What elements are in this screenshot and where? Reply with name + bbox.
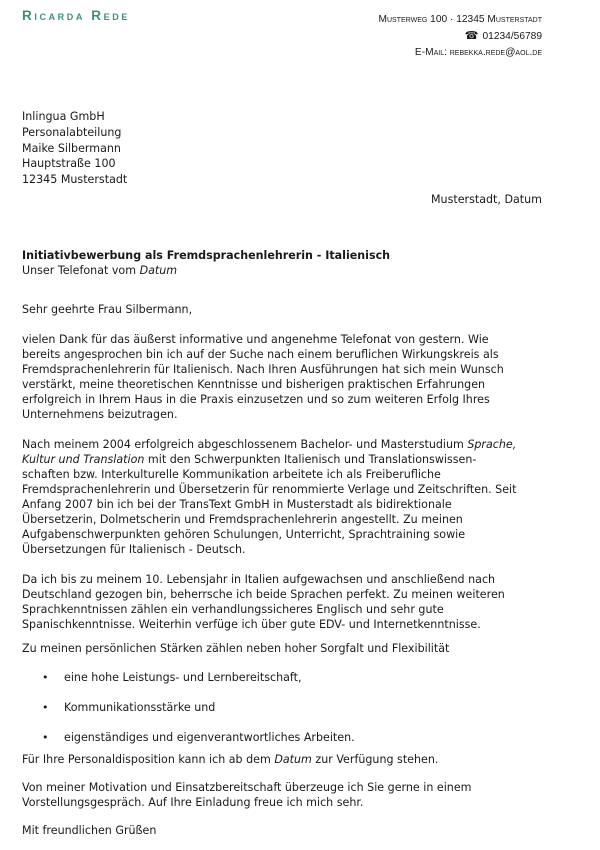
list-item: • eine hohe Leistungs- und Lernbereitschaft, [22,670,562,685]
text-line: Aufgabenschwerpunkten gehören Schulungen, Unterricht, Sprachtraining sowie [22,528,466,541]
paragraph-strengths: Zu meinen persönlichen Stärken zählen neben hoher Sorgfalt und Flexibilität [22,642,450,655]
recipient-line: 12345 Musterstadt [22,173,128,187]
paragraph-availability [22,752,562,767]
sender-address: Musterweg 100 · 12345 Musterstadt [378,14,542,25]
paragraph-motivation [22,780,562,810]
subject-reference-prefix: Unser Telefonat vom [22,264,140,277]
text-line: Vorstellungsgespräch. Auf Ihre Einladung freue ich mich sehr. [22,796,364,809]
text-segment: Für Ihre Personaldisposition kann ich ab dem [22,753,275,766]
paragraph-education [22,437,562,557]
subject-title: Initiativbewerbung als Fremdsprachenlehrerin - Italienisch [22,249,391,262]
sender-phone: 01234/56789 [482,31,542,42]
text-segment: mit den Schwerpunkten Italienisch und Translationswissen- [144,453,477,466]
subject-reference-date: Datum [139,264,178,277]
recipient-line: Inlingua GmbH [22,110,105,123]
text-line: Da ich bis zu meinem 10. Lebensjahr in Italien aufgewachsen und anschließend nach [22,573,496,586]
text-segment: zur Verfügung stehen. [311,753,439,766]
text-line: schaften bzw. Interkulturelle Kommunikation arbeitete ich als Freiberufliche [22,468,441,481]
text-line [22,452,562,467]
strengths-list [22,670,562,745]
paragraph-languages [22,572,562,632]
subject-block [22,248,390,278]
subject-reference [22,263,390,278]
text-line: Übersetzungen für Italienisch - Deutsch. [22,543,246,556]
text-segment: Nach meinem 2004 erfolgreich abgeschlossenem Bachelor- und Masterstudium [22,438,468,451]
text-line: erfolgreich in Ihrem Haus in die Praxis einzusetzen und so zum weiteren Erfolg Ihres [22,393,490,406]
text-line: Unternehmens beizutragen. [22,408,178,421]
paragraph-intro [22,332,562,422]
text-line: Fremdsprachenlehrerin und Übersetzerin für renommierte Verlage und Zeitschriften. Seit [22,483,517,496]
text-line: vielen Dank für das äußerst informative und angenehme Telefonat von gestern. Wie [22,333,489,346]
salutation: Sehr geehrte Frau Silbermann, [22,303,193,316]
text-line: Von meiner Motivation und Einsatzbereitschaft überzeuge ich Sie gerne in einem [22,781,472,794]
text-line: Deutschland gezogen bin, beherrsche ich beide Sprachen perfekt. Zu meinen weiteren [22,588,505,601]
list-item: • Kommunikationsstärke und [22,700,562,715]
text-line: Übersetzerin, Dolmetscherin und Fremdsprachenlehrerin angestellt. Zu meinen [22,513,463,526]
recipient-line: Maike Silbermann [22,141,121,155]
letter-body [22,302,562,838]
recipient-address-block [22,109,127,188]
sender-contact-block [379,12,542,61]
study-title: Kultur und Translation [22,453,145,466]
sender-email[interactable]: E-Mail: rebekka.rede@aol.de [414,47,542,58]
list-item: • eigenständiges und eigenverantwortliches Arbeiten. [22,730,562,745]
text-line: Spanischkenntnisse. Weiterhin verfüge ich über gute EDV- und Internetkenntnisse. [22,618,481,631]
study-title: Sprache, [467,438,517,451]
text-line: Anfang 2007 bin ich bei der TransText GmbH in Musterstadt als bidirektionale [22,498,452,511]
place-date: Musterstadt, Datum [430,193,542,206]
recipient-line: Personalabteilung [22,125,122,139]
sender-name: Ricarda Rede [22,8,130,23]
text-line: Sprachkenntnissen zählen ein verhandlungssicheres Englisch und sehr gute [22,603,444,616]
text-line [22,437,562,452]
text-line: bereits angesprochen bin ich auf der Suche nach einem beruflichen Wirkungskreis als [22,348,499,361]
recipient-line: Hauptstraße 100 [22,157,116,171]
sender-phone-line [379,28,542,45]
text-line: verstärkt, meine theoretischen Kenntnisse und bisherigen praktischen Erfahrungen [22,378,486,391]
telephone-icon: ☎ [464,30,479,42]
availability-date: Datum [274,753,312,766]
text-line: Fremdsprachenlehrerin für Italienisch. Nach Ihren Ausführungen hat sich mein Wunsch [22,363,504,376]
closing: Mit freundlichen Grüßen [22,824,157,837]
